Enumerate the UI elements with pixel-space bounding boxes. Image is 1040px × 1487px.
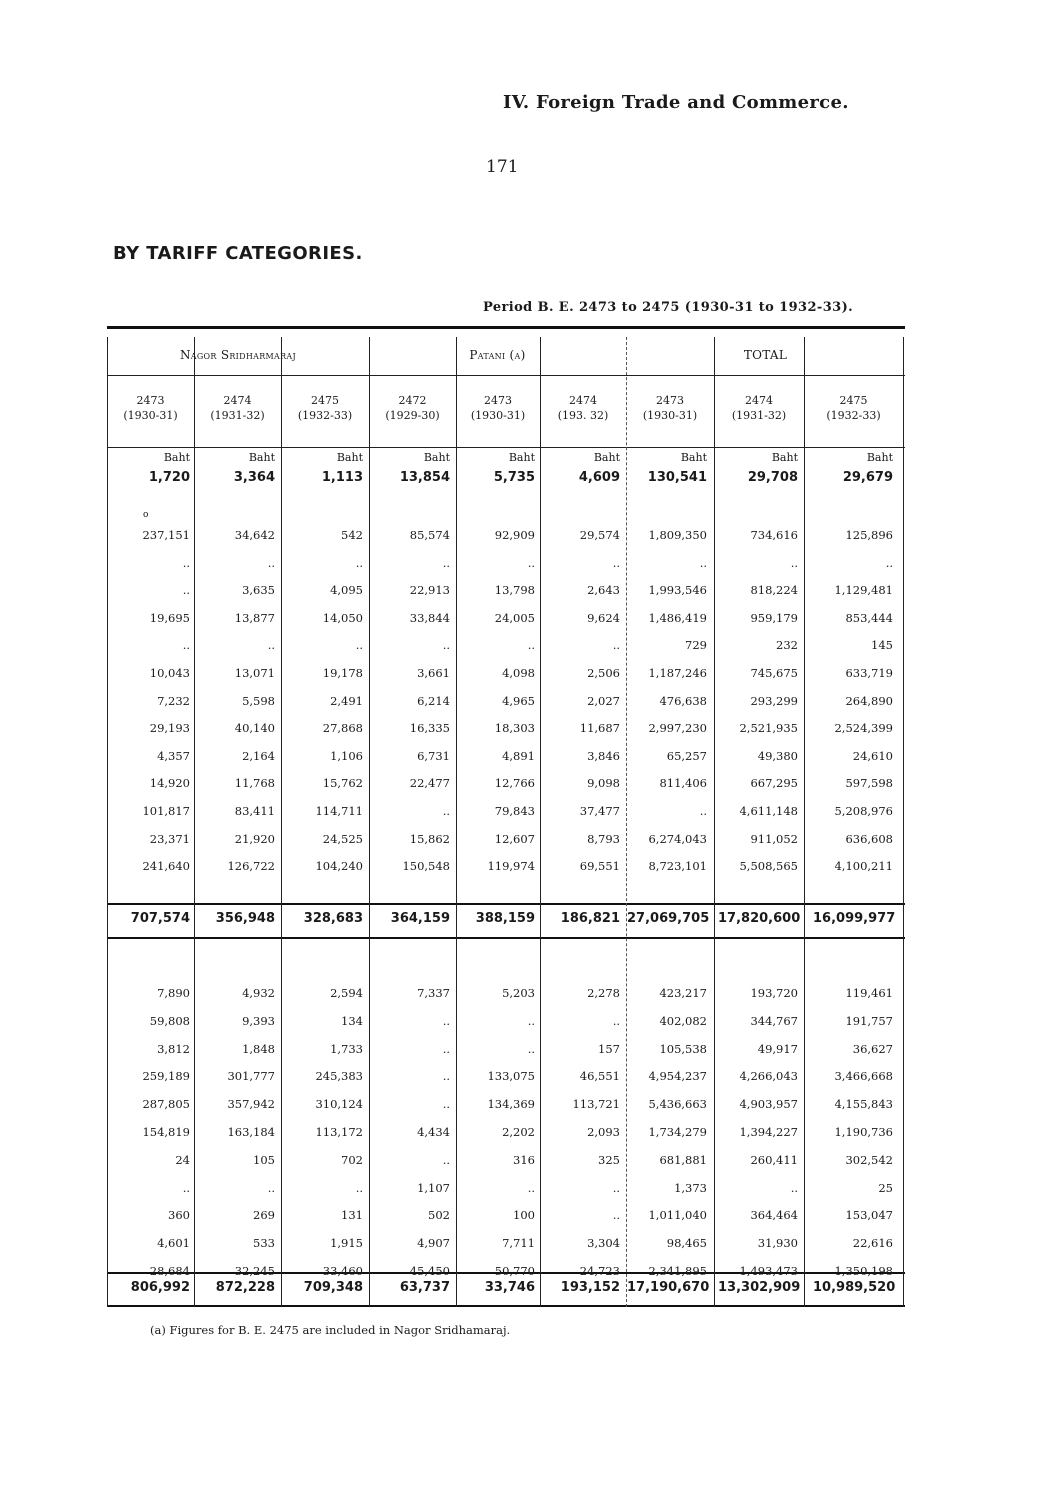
table-cell: 9,624 <box>587 610 620 625</box>
table-cell: 5,508,565 <box>739 859 798 874</box>
table-cell: .. <box>527 1041 535 1056</box>
table-cell: 325 <box>598 1152 620 1167</box>
first-row-value: 13,854 <box>399 470 450 485</box>
table-cell: 269 <box>253 1208 275 1223</box>
table-cell: 1,190,736 <box>834 1125 893 1139</box>
table-cell: .. <box>267 638 275 653</box>
table-cell: 476,638 <box>659 693 707 708</box>
column-header <box>369 393 456 423</box>
table-cell: 14,920 <box>149 776 190 791</box>
table-cell: 2,093 <box>587 1125 620 1139</box>
table-cell: 360 <box>168 1208 190 1223</box>
column-year: 2475 <box>839 394 868 407</box>
first-row-value: 29,679 <box>842 470 893 485</box>
group-header-nagor: Nagor Sridharmaraj <box>179 348 297 362</box>
table-cell: 4,611,148 <box>739 804 798 818</box>
table-cell: 79,843 <box>494 804 535 818</box>
column-header <box>714 393 804 423</box>
table-cell: .. <box>527 555 535 570</box>
section2-total: 193,152 <box>560 1280 620 1295</box>
table-cell: 1,129,481 <box>834 583 893 598</box>
table-cell: 69,551 <box>579 859 620 874</box>
table-cell: 113,721 <box>572 1097 620 1112</box>
group-header-total: TOTAL <box>743 348 788 362</box>
unit-label: Baht <box>680 451 707 464</box>
table-cell: 119,461 <box>845 986 893 1000</box>
table-cell: 18,303 <box>494 721 535 736</box>
table-cell: .. <box>527 1013 535 1028</box>
section1-total: 17,820,600 <box>718 911 801 926</box>
table-cell: 59,808 <box>149 1013 190 1028</box>
section1-total: 356,948 <box>215 911 275 926</box>
table-cell: 818,224 <box>750 583 798 598</box>
table-cell: 24,610 <box>852 748 893 763</box>
table-cell: .. <box>182 1180 190 1195</box>
column-year: 2475 <box>311 394 339 407</box>
table-cell: 8,723,101 <box>648 859 707 874</box>
section2-total: 10,989,520 <box>813 1280 896 1295</box>
first-row-value: 3,364 <box>233 470 275 485</box>
table-cell: 25 <box>878 1180 893 1195</box>
table-cell: 1,848 <box>242 1041 275 1056</box>
table-cell: 4,266,043 <box>739 1069 798 1084</box>
first-row-value: 4,609 <box>578 470 620 485</box>
table-cell: 2,997,230 <box>648 721 707 736</box>
table-cell: 37,477 <box>579 804 620 818</box>
table-cell: 1,350,198 <box>834 1264 893 1278</box>
table-cell: 157 <box>598 1041 620 1056</box>
table-cell: 22,477 <box>409 776 450 791</box>
table-cell: 153,047 <box>845 1208 893 1223</box>
table-cell: 2,164 <box>242 748 275 763</box>
table-cell: 193,720 <box>750 986 798 1000</box>
table-cell: .. <box>442 804 450 818</box>
table-cell: 423,217 <box>659 986 707 1000</box>
table-cell: 3,812 <box>157 1041 190 1056</box>
table-cell: 191,757 <box>845 1013 893 1028</box>
column-header <box>194 393 281 423</box>
table-cell: 1,493,473 <box>739 1264 798 1278</box>
table-cell: .. <box>355 638 363 653</box>
table-cell: 633,719 <box>845 666 893 680</box>
section1-total: 27,069,705 <box>627 911 710 926</box>
table-cell: 2,521,935 <box>739 721 798 736</box>
table-cell: 636,608 <box>845 831 893 846</box>
section2-total: 806,992 <box>130 1280 190 1295</box>
table-cell: 4,954,237 <box>648 1069 707 1084</box>
table-cell: 4,907 <box>417 1236 450 1251</box>
table-cell: 4,434 <box>417 1125 450 1139</box>
column-year: 2473 <box>656 394 684 407</box>
table-cell: 4,100,211 <box>834 859 893 874</box>
table-cell: 45,450 <box>409 1264 450 1278</box>
table-cell: 9,098 <box>587 776 620 791</box>
table-cell: 24,723 <box>579 1264 620 1278</box>
column-year: 2474 <box>569 394 597 407</box>
table-cell: 5,208,976 <box>834 804 893 818</box>
table-cell: 3,661 <box>417 666 450 680</box>
table-cell: 4,098 <box>502 666 535 680</box>
section-break-rule <box>107 937 905 939</box>
column-rule <box>107 337 108 1307</box>
table-cell: .. <box>699 804 707 818</box>
period-note: Period B. E. 2473 to 2475 (1930-31 to 1932-33). <box>483 300 854 315</box>
unit-label: Baht <box>771 451 798 464</box>
table-cell: .. <box>527 638 535 653</box>
table-cell: 681,881 <box>659 1152 707 1167</box>
table-cell: 4,357 <box>157 748 190 763</box>
table-cell: 15,862 <box>409 831 450 846</box>
table-cell: 154,819 <box>142 1125 190 1139</box>
column-period: (193. 32) <box>557 409 609 422</box>
table-cell: 734,616 <box>750 528 798 542</box>
table-cell: .. <box>182 555 190 570</box>
table-cell: 667,295 <box>750 776 798 791</box>
table-cell: 105,538 <box>659 1041 707 1056</box>
table-cell: 31,930 <box>757 1236 798 1251</box>
table-cell: 125,896 <box>845 528 893 542</box>
table-cell: 4,932 <box>242 986 275 1000</box>
table-cell: .. <box>182 638 190 653</box>
table-cell: 104,240 <box>315 859 363 874</box>
table-cell: 40,140 <box>234 721 275 736</box>
table-cell: 7,337 <box>417 986 450 1000</box>
table-cell: 13,071 <box>234 666 275 680</box>
table-cell: 98,465 <box>666 1236 707 1251</box>
column-year: 2473 <box>136 394 165 407</box>
table-cell: .. <box>527 1180 535 1195</box>
table-cell: 301,777 <box>227 1069 275 1084</box>
table-cell: 65,257 <box>666 748 707 763</box>
table-cell: 2,027 <box>587 693 620 708</box>
table-cell: 3,846 <box>587 748 620 763</box>
table-cell: 287,805 <box>142 1097 190 1112</box>
table-cell: 24,005 <box>494 610 535 625</box>
table-cell: 2,506 <box>587 666 620 680</box>
table-cell: .. <box>442 1069 450 1084</box>
table-cell: 402,082 <box>659 1013 707 1028</box>
table-cell: .. <box>182 583 190 598</box>
table-cell: 1,107 <box>417 1180 450 1195</box>
column-rule <box>714 337 715 1307</box>
column-period: (1932-33) <box>826 409 881 422</box>
table-bottom-rule <box>107 1305 905 1307</box>
table-cell: 101,817 <box>142 804 190 818</box>
table-cell: .. <box>699 555 707 570</box>
table-cell: 10,043 <box>149 666 190 680</box>
table-cell: 131 <box>341 1208 363 1223</box>
section1-total: 388,159 <box>475 911 535 926</box>
section1-total: 364,159 <box>390 911 450 926</box>
section1-total: 186,821 <box>560 911 620 926</box>
table-cell: .. <box>355 555 363 570</box>
first-row-value: 1,720 <box>148 470 190 485</box>
table-cell: .. <box>355 1180 363 1195</box>
table-cell: 2,524,399 <box>834 721 893 736</box>
table-cell: 13,798 <box>494 583 535 598</box>
table-cell: 1,809,350 <box>648 528 707 542</box>
table-cell: 32,245 <box>234 1264 275 1278</box>
table-cell: .. <box>612 638 620 653</box>
unit-label: Baht <box>508 451 535 464</box>
degree-mark: o <box>143 510 149 520</box>
unit-label: Baht <box>593 451 620 464</box>
table-cell: 134 <box>341 1013 363 1028</box>
table-cell: 310,124 <box>315 1097 363 1112</box>
table-cell: 12,766 <box>494 776 535 791</box>
table-cell: 14,050 <box>322 610 363 625</box>
table-cell: .. <box>612 1013 620 1028</box>
table-cell: .. <box>442 1013 450 1028</box>
column-period: (1931-32) <box>731 409 787 422</box>
column-year: 2473 <box>484 394 512 407</box>
group-header-rule <box>107 375 905 376</box>
chapter-title: IV. Foreign Trade and Commerce. <box>503 92 849 113</box>
table-cell: .. <box>790 1180 798 1195</box>
table-cell: 5,436,663 <box>648 1097 707 1112</box>
table-cell: 245,383 <box>315 1069 363 1084</box>
column-year: 2474 <box>745 394 773 407</box>
column-header <box>107 393 194 423</box>
table-cell: 259,189 <box>142 1069 190 1084</box>
table-cell: 811,406 <box>659 776 707 791</box>
table-cell: 7,711 <box>502 1236 535 1251</box>
table-cell: 24,525 <box>322 831 363 846</box>
section2-total: 33,746 <box>484 1280 535 1295</box>
table-cell: 4,965 <box>502 693 535 708</box>
table-cell: 4,891 <box>502 748 535 763</box>
table-cell: 83,411 <box>234 804 275 818</box>
section1-total-rule <box>107 903 905 905</box>
table-cell: 1,915 <box>330 1236 363 1251</box>
table-cell: 6,214 <box>417 693 450 708</box>
group-header-patani: Patani (a) <box>469 348 526 362</box>
table-cell: 502 <box>428 1208 450 1223</box>
table-cell: .. <box>442 1041 450 1056</box>
table-cell: .. <box>267 1180 275 1195</box>
table-cell: 542 <box>341 528 363 542</box>
table-cell: 36,627 <box>852 1041 893 1056</box>
table-cell: 702 <box>341 1152 363 1167</box>
table-cell: 13,877 <box>234 610 275 625</box>
column-year: 2472 <box>398 394 427 407</box>
table-cell: 15,762 <box>322 776 363 791</box>
table-cell: 745,675 <box>750 666 798 680</box>
table-cell: 16,335 <box>409 721 450 736</box>
table-cell: 145 <box>871 638 893 653</box>
table-cell: 260,411 <box>750 1152 798 1167</box>
column-header <box>456 393 540 423</box>
table-cell: 264,890 <box>845 693 893 708</box>
table-cell: 533 <box>253 1236 275 1251</box>
column-period: (1930-31) <box>470 409 526 422</box>
table-cell: 729 <box>685 638 707 653</box>
section1-total: 16,099,977 <box>813 911 896 926</box>
table-cell: 11,768 <box>234 776 275 791</box>
table-cell: 27,868 <box>322 721 363 736</box>
table-cell: 2,491 <box>330 693 363 708</box>
table-cell: 2,278 <box>587 986 620 1000</box>
table-cell: 4,601 <box>157 1236 190 1251</box>
first-row-value: 1,113 <box>321 470 363 485</box>
table-cell: 597,598 <box>845 776 893 791</box>
table-cell: 21,920 <box>234 831 275 846</box>
table-cell: 3,304 <box>587 1236 620 1251</box>
first-row-value: 29,708 <box>747 470 798 485</box>
column-header <box>804 393 903 423</box>
table-cell: 316 <box>513 1152 535 1167</box>
column-period: (1929-30) <box>385 409 440 422</box>
column-period: (1932-33) <box>297 409 353 422</box>
table-cell: 1,106 <box>330 748 363 763</box>
unit-label: Baht <box>248 451 275 464</box>
table-cell: 6,274,043 <box>648 831 707 846</box>
table-cell: 33,460 <box>322 1264 363 1278</box>
table-cell: 364,464 <box>750 1208 798 1223</box>
table-cell: 126,722 <box>227 859 275 874</box>
table-cell: 163,184 <box>227 1125 275 1139</box>
section1-total: 707,574 <box>130 911 190 926</box>
table-cell: 49,917 <box>757 1041 798 1056</box>
table-cell: .. <box>612 1180 620 1195</box>
table-cell: 85,574 <box>409 528 450 542</box>
table-cell: 5,203 <box>502 986 535 1000</box>
year-header-rule <box>107 447 905 448</box>
column-rule <box>281 337 282 1307</box>
table-cell: 22,616 <box>852 1236 893 1251</box>
table-cell: 23,371 <box>149 831 190 846</box>
table-cell: 4,095 <box>330 583 363 598</box>
footnote: (a) Figures for B. E. 2475 are included in Nagor Sridhamaraj. <box>150 1323 511 1337</box>
column-year: 2474 <box>223 394 252 407</box>
table-cell: 133,075 <box>487 1069 535 1084</box>
table-cell: 134,369 <box>487 1097 535 1112</box>
table-cell: .. <box>442 555 450 570</box>
table-cell: 24 <box>175 1152 190 1167</box>
table-cell: 1,011,040 <box>648 1208 707 1223</box>
table-cell: 150,548 <box>402 859 450 874</box>
page-number: 171 <box>486 157 519 177</box>
table-cell: 4,903,957 <box>739 1097 798 1112</box>
table-cell: .. <box>612 555 620 570</box>
unit-label: Baht <box>336 451 363 464</box>
table-cell: 46,551 <box>579 1069 620 1084</box>
table-cell: 1,187,246 <box>648 666 707 680</box>
column-period: (1931-32) <box>210 409 265 422</box>
table-cell: 357,942 <box>227 1097 275 1112</box>
table-cell: 911,052 <box>750 831 798 846</box>
table-cell: .. <box>442 638 450 653</box>
table-cell: 92,909 <box>494 528 535 542</box>
table-cell: 237,151 <box>142 528 190 542</box>
section2-total: 63,737 <box>399 1280 450 1295</box>
table-cell: 9,393 <box>242 1013 275 1028</box>
table-cell: 34,642 <box>234 528 275 542</box>
table-cell: .. <box>267 555 275 570</box>
column-period: (1930-31) <box>642 409 698 422</box>
column-rule <box>903 337 904 1307</box>
table-cell: 6,731 <box>417 748 450 763</box>
table-cell: 7,232 <box>157 693 190 708</box>
table-cell: 2,643 <box>587 583 620 598</box>
table-cell: 1,734,279 <box>648 1125 707 1139</box>
table-cell: 113,172 <box>315 1125 363 1139</box>
table-cell: 1,373 <box>674 1180 707 1195</box>
column-header <box>281 393 369 423</box>
table-cell: 11,687 <box>579 721 620 736</box>
table-cell: 114,711 <box>315 804 363 818</box>
table-cell: 5,598 <box>242 693 275 708</box>
table-cell: 1,733 <box>330 1041 363 1056</box>
table-cell: 302,542 <box>845 1152 893 1167</box>
unit-label: Baht <box>866 451 893 464</box>
table-cell: 19,695 <box>149 610 190 625</box>
table-cell: 29,193 <box>149 721 190 736</box>
section2-total: 872,228 <box>215 1280 275 1295</box>
section2-total: 709,348 <box>303 1280 363 1295</box>
table-cell: .. <box>442 1097 450 1112</box>
table-cell: 2,202 <box>502 1125 535 1139</box>
table-cell: 232 <box>776 638 798 653</box>
table-cell: 4,155,843 <box>834 1097 893 1112</box>
table-cell: 28,684 <box>149 1264 190 1278</box>
section1-total: 328,683 <box>303 911 363 926</box>
table-cell: 2,341,895 <box>648 1264 707 1278</box>
table-cell: 293,299 <box>750 693 798 708</box>
first-row-value: 5,735 <box>493 470 535 485</box>
unit-label: Baht <box>423 451 450 464</box>
table-cell: .. <box>612 1208 620 1223</box>
table-cell: 7,890 <box>157 986 190 1000</box>
table-cell: 105 <box>253 1152 275 1167</box>
table-cell: 119,974 <box>487 859 535 874</box>
table-cell: 1,486,419 <box>648 610 707 625</box>
table-cell: 12,607 <box>494 831 535 846</box>
table-cell: 2,594 <box>330 986 363 1000</box>
table-cell: 50,770 <box>494 1264 535 1278</box>
first-row-value: 130,541 <box>647 470 707 485</box>
column-period: (1930-31) <box>123 409 178 422</box>
table-cell: 241,640 <box>142 859 190 874</box>
table-cell: 959,179 <box>750 610 798 625</box>
section2-total: 17,190,670 <box>627 1280 710 1295</box>
table-cell: 33,844 <box>409 610 450 625</box>
table-cell: .. <box>885 555 893 570</box>
unit-label: Baht <box>163 451 190 464</box>
trade-table <box>107 326 905 1307</box>
table-cell: 100 <box>513 1208 535 1223</box>
table-cell: 8,793 <box>587 831 620 846</box>
table-cell: 22,913 <box>409 583 450 598</box>
table-cell: 1,394,227 <box>739 1125 798 1139</box>
table-cell: 3,466,668 <box>834 1069 893 1084</box>
table-cell: 49,380 <box>757 748 798 763</box>
table-cell: 344,767 <box>750 1013 798 1028</box>
column-header <box>626 393 714 423</box>
column-rule <box>804 337 805 1307</box>
table-cell: .. <box>790 555 798 570</box>
table-cell: 19,178 <box>322 666 363 680</box>
table-cell: 853,444 <box>845 610 893 625</box>
table-cell: 1,993,546 <box>648 583 707 598</box>
table-cell: .. <box>442 1152 450 1167</box>
section2-total: 13,302,909 <box>718 1280 801 1295</box>
table-cell: 29,574 <box>579 528 620 542</box>
table-cell: 3,635 <box>242 583 275 598</box>
column-header <box>540 393 626 423</box>
section-heading: BY TARIFF CATEGORIES. <box>113 243 363 264</box>
